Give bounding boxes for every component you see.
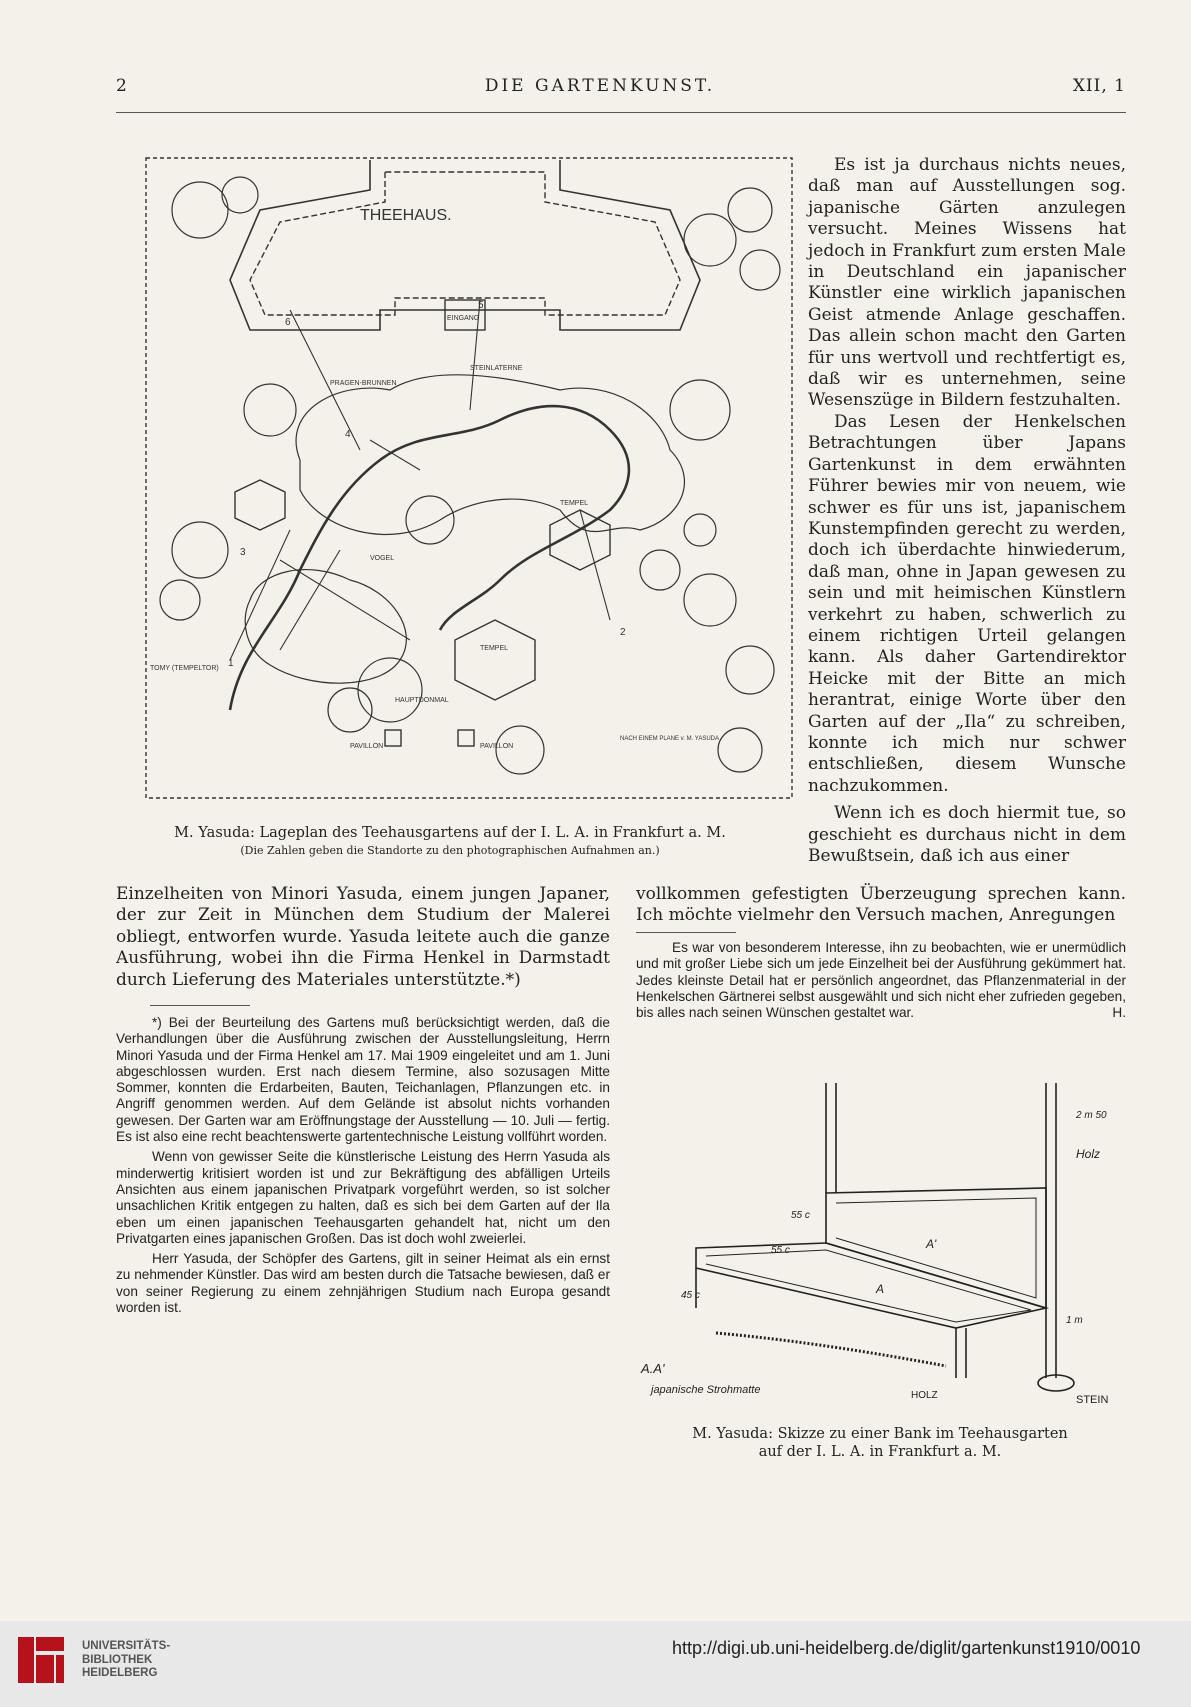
label-pavillon-right: PAVILLON [480,743,514,750]
footnote-paragraph: Es war von besonderem Interesse, ihn zu beobachten, wie er unermüdlich und mit großer Liebe sich um jede Einzelheit bei der Ausführung gekümmert hat. Jedes kleinste Detail hat er persönlich angeordnet, das Pflanzenmaterial in der Henkelschen Gärtnerei selbst ausgewählt und sich nicht eher zufrieden gegeben, bis alles nach seinen Wünschen gestaltet war. [636,940,1126,1021]
bench-dim-1m: 1 m [1066,1315,1083,1326]
page-number: 2 [116,76,128,96]
bench-label-holz-bottom: HOLZ [911,1390,938,1401]
bench-label-a-prime: A' [926,1237,937,1251]
label-eingang: EINGANG [447,315,480,322]
right-footnote [636,940,1126,1022]
footnote-paragraph: Herr Yasuda, der Schöpfer des Gartens, gilt in seiner Heimat als ein ernst zu nehmender Künstler. Das wird am besten durch die Tatsache bewiesen, daß er von seiner Regierung zu einem zehnjährigen Studium nach Europa gesandt worden ist. [116,1251,610,1316]
footnote-signature: H. [1112,1005,1126,1021]
number-1: 1 [228,658,234,669]
bench-dim-250: 2 m 50 [1076,1110,1107,1121]
left-column-text [116,884,610,991]
university-name: UNIVERSITÄTS- BIBLIOTHEK HEIDELBERG [82,1640,171,1679]
journal-title: DIE GARTENKUNST. [484,76,716,96]
label-vogel: VOGEL [370,555,395,562]
number-2: 2 [620,627,626,638]
paragraph: Das Lesen der Henkelschen Betrachtungen über Japans Gartenkunst in dem erwähnten Führer bewies mir von neuem, wie schwer es für uns ist, japanischem Kunstempfinden gerecht zu werden, doch ich überdachte hinwiederum, daß man, ohne in Japan gewesen zu sein und mit heimischen Künstlern verkehrt zu haben, schwerlich zu einem richtigen Urteil gelangen kann. Als daher Gartendirektor Heicke mit der Bitte an mich herantrat, einige Worte über den Garten auf der „Ila“ zu schreiben, konnte ich mich nur schwer entschließen, diesem Wunsche nachzukommen. [808,411,1126,796]
paragraph: Wenn ich es doch hiermit tue, so geschieht es durchaus nicht in dem Bewußtsein, daß ich aus einer [808,803,1126,866]
bench-legend-aa: A.A' [641,1361,665,1376]
right-column-continuation [636,884,1126,927]
right-column-text [808,155,1126,867]
bench-legend-strohmatte: japanische Strohmatte [651,1384,761,1396]
plan-caption-sub: (Die Zahlen geben die Standorte zu den photographischen Aufnahmen an.) [240,844,660,857]
garden-plan-figure [140,150,800,810]
number-3: 3 [240,547,246,558]
label-tempel-lower: TEMPEL [480,645,509,652]
header-rule [116,112,1126,113]
bench-dim-45: 45 c [681,1290,700,1301]
label-tempel-upper: TEMPEL [560,500,589,507]
paragraph: Einzelheiten von Minori Yasuda, einem jungen Japaner, der zur Zeit in München dem Studium der Malerei obliegt, entworfen wurde. Yasuda leitete auch die ganze Ausführung, wobei ihn die Firma Henkel in Darmstadt durch Lieferung des Materiales unterstützte.*) [116,884,610,990]
bench-label-stein: STEIN [1076,1394,1109,1406]
number-5: 5 [478,300,484,311]
bench-dim-55-seat: 55 c [771,1245,790,1256]
left-footnotes [116,1015,610,1316]
label-credit: NACH EINEM PLANE v. M. YASUDA [620,736,720,742]
teahouse-outline [230,160,700,330]
label-hauptdonmal: HAUPTDONMAL [395,697,449,704]
footnote-paragraph: Wenn von gewisser Seite die künstlerische Leistung des Herrn Yasuda als minderwertig kritisiert worden ist und zur Bekräftigung des abfälligen Urteils Ansichten aus einem japanischen Privatpark vorgeführt werden, so ist solcher unsachlichen Kritik entgegen zu halten, daß es sich bei dem Garten auf der Ila eben um einen japanischen Teehausgarten gehandelt hat, nicht um den Privatgarten eines japanischen Großen. Das ist doch wohl zweierlei. [116,1149,610,1246]
label-theehaus: THEEHAUS. [360,207,452,224]
bench-label-holz-top: Holz [1076,1147,1101,1161]
university-logo [14,1633,68,1687]
bench-caption-line1: M. Yasuda: Skizze zu einer Bank im Teehausgarten [692,1426,1068,1442]
number-6: 6 [285,317,291,328]
source-url-link[interactable]: http://digi.ub.uni-heidelberg.de/diglit/gartenkunst1910/0010 [672,1638,1141,1658]
label-pragen-brunnen: PRAGEN-BRUNNEN [330,380,397,387]
pavilion-right [458,730,474,746]
bench-caption-line2: auf der I. L. A. in Frankfurt a. M. [758,1444,1002,1460]
temple-lower [455,620,535,700]
strohmatte-fringe [716,1333,946,1366]
teahouse-inner-outline [250,172,680,315]
garden-path [230,406,629,710]
temple-left [235,480,285,530]
plan-caption [80,824,820,860]
bench-dim-55-vertical: 55 c [791,1210,810,1221]
bench-caption [660,1425,1100,1461]
label-steinlaterne: STEINLATERNE [470,365,523,372]
volume-number: XII, 1 [1072,76,1126,96]
bench-sketch-figure [636,1078,1156,1418]
footnote-rule-left [150,1005,250,1006]
paragraph: vollkommen gefestigten Überzeugung sprechen kann. Ich möchte vielmehr den Versuch machen, Anregungen [636,884,1126,926]
footer-bar [0,1621,1191,1707]
footnote-paragraph: *) Bei der Beurteilung des Gartens muß berücksichtigt werden, daß die Verhandlungen über die Ausführung zwischen der Ausstellungsleitung, Herrn Minori Yasuda und der Firma Henkel am 17. Mai 1909 eingeleitet und am 1. Juni abgeschlossen wurden. Erst nach diesem Termine, also sozusagen Mitte Sommer, konnten die Erdarbeiten, Bauten, Teichanlagen, Pflanzungen etc. in Angriff genommen werden. Auf dem Gelände ist absolut nichts vorhanden gewesen. Der Garten war am Eröffnungstage der Ausstellung — 10. Juli — fertig. Es ist also eine recht beachtenswerte gartentechnische Leistung vollführt worden. [116,1015,610,1145]
pond-small [245,570,406,684]
number-4: 4 [345,429,351,440]
footnote-rule-right [636,932,736,933]
garden-boundary [146,158,792,798]
plan-caption-main: M. Yasuda: Lageplan des Teehausgartens auf der I. L. A. in Frankfurt a. M. [174,825,726,841]
pavilion-left [385,730,401,746]
paragraph: Es ist ja durchaus nichts neues, daß man auf Ausstellungen sog. japanische Gärten anzulegen versucht. Meines Wissens hat jedoch in Frankfurt zum ersten Male in Deutschland ein japanischer Künstler eine wirklich japanischen Geist atmende Anlage geschaffen. Das allein schon macht den Garten für uns wertvoll und rechtfertigt es, daß wir es unternehmen, seine Wesenszüge in Bildern festzuhalten. [808,155,1126,411]
bench-label-a: A [876,1282,885,1296]
label-pavillon-left: PAVILLON [350,743,384,750]
label-tomy: TOMY (TEMPELTOR) [150,665,219,672]
